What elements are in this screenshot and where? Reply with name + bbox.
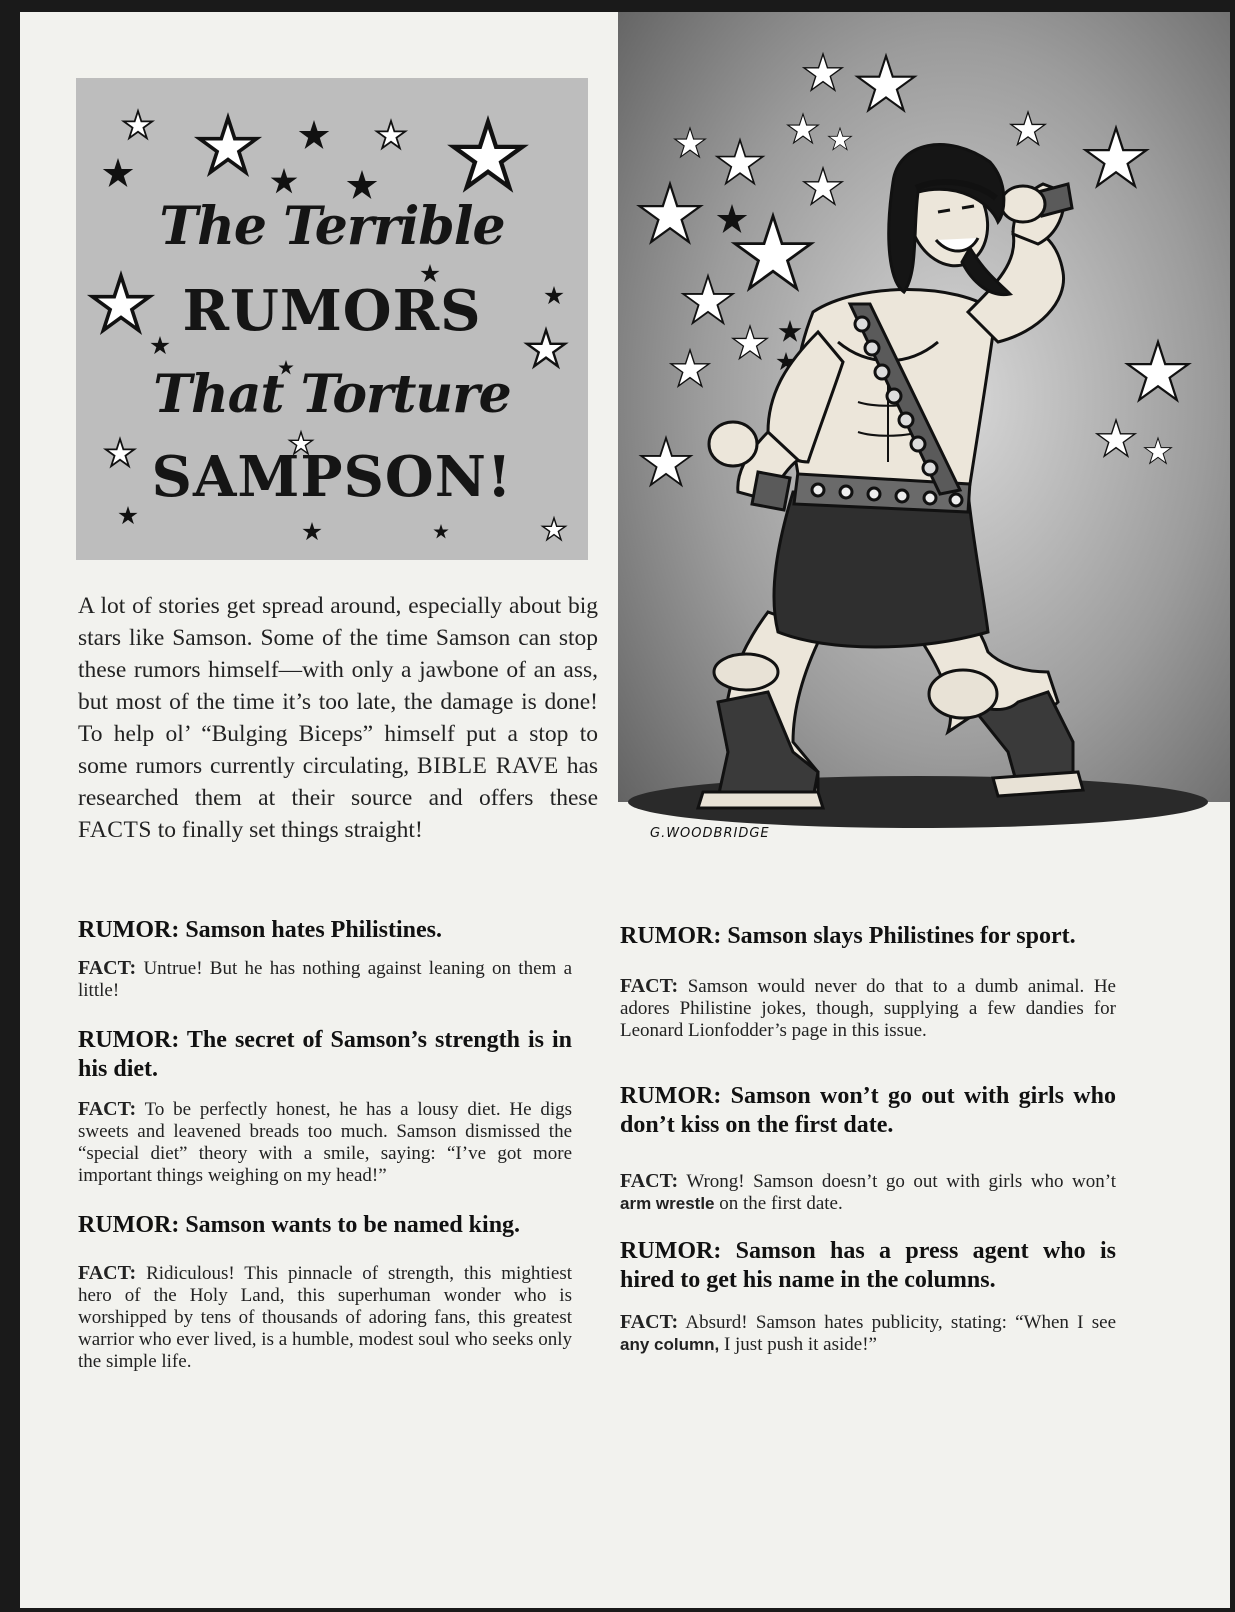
rumor-entry-2 (78, 1026, 572, 1187)
title-box (76, 78, 588, 560)
rumor-heading (620, 1237, 1116, 1295)
fact-paragraph (620, 1311, 1116, 1356)
rumor-text: Samson wants to be named king. (185, 1212, 521, 1238)
fact-label: FACT: (78, 1262, 137, 1284)
rumor-entry-5 (620, 1082, 1116, 1215)
rumor-label: RUMOR: (78, 1027, 180, 1053)
rumor-label: RUMOR: (620, 923, 722, 949)
left-column (78, 916, 572, 1373)
intro-text-3: to finally set things straight! (157, 817, 423, 843)
title-line-3: That Torture (153, 364, 511, 425)
right-column (620, 922, 1116, 1356)
fact-paragraph (78, 1098, 572, 1187)
fact-paragraph (78, 1262, 572, 1373)
fact-text: on the first date. (719, 1193, 843, 1214)
rumor-heading (78, 1026, 572, 1084)
fact-paragraph (620, 1170, 1116, 1215)
fact-label: FACT: (620, 1311, 679, 1333)
samson-illustration (618, 12, 1230, 872)
rumor-heading (620, 1082, 1116, 1140)
facts-word: FACTS (78, 817, 152, 843)
fact-text: Ridiculous! This pinnacle of strength, this mightiest hero of the Holy Land, this superhuman wonder who is worshipped by tens of thousands of adoring fans, this greatest warrior who ever lived, is a humble, modest soul who seeks only the simple life. (78, 1263, 572, 1372)
rumor-entry-3 (78, 1211, 572, 1373)
intro-text-2: has researched them at their source and offers these (78, 753, 599, 811)
rumor-entry-4 (620, 922, 1116, 1042)
rumor-text: Samson slays Philistines for sport. (727, 923, 1076, 949)
fact-emphasis: any column, (620, 1335, 720, 1354)
fact-label: FACT: (78, 1098, 137, 1120)
fact-text: Samson would never do that to a dumb animal. He adores Philistine jokes, though, supplying a few dandies for Leonard Lionfodder’s page in this issue. (620, 976, 1116, 1041)
rumor-text: Samson hates Philistines. (185, 917, 443, 943)
fact-paragraph (620, 975, 1116, 1042)
fact-label: FACT: (620, 975, 679, 997)
fact-text: Wrong! Samson doesn’t go out with girls who won’t (686, 1171, 1116, 1192)
fact-emphasis: arm wrestle (620, 1194, 715, 1213)
fact-label: FACT: (620, 1170, 679, 1192)
rumor-label: RUMOR: (620, 1238, 722, 1264)
publication-name: BIBLE RAVE (417, 753, 559, 779)
rumor-text: The secret of Samson’s strength is in his diet. (78, 1027, 572, 1082)
rumor-entry-6 (620, 1237, 1116, 1356)
fact-text: Absurd! Samson hates publicity, stating: “When I see (685, 1312, 1117, 1333)
rumor-entry-1 (78, 916, 572, 1002)
fact-paragraph (78, 957, 572, 1002)
fact-text: To be perfectly honest, he has a lousy diet. He digs sweets and leavened breads too much. Samson dismissed the “special diet” theory with a smile, saying: “I’ve got more important things weighing on my head!” (78, 1099, 572, 1186)
fact-text: I just push it aside!” (723, 1334, 877, 1355)
rumor-text: Samson won’t go out with girls who don’t kiss on the first date. (620, 1083, 1116, 1138)
intro-text-1: A lot of stories get spread around, especially about big stars like Samson. Some of the time Samson can stop these rumors himself—with only a jawbone of an ass, but most of the time it’s too late, the damage is done! To help ol’ “Bulging Biceps” himself put a stop to some rumors currently circulating, (78, 593, 598, 779)
rumor-text: Samson has a press agent who is hired to get his name in the columns. (620, 1238, 1116, 1293)
intro-paragraph (78, 590, 598, 846)
rumor-label: RUMOR: (78, 1212, 180, 1238)
magazine-page (20, 12, 1230, 1608)
title-line-4: SAMPSON! (151, 444, 513, 510)
title-line-1: The Terrible (159, 196, 505, 257)
rumor-heading (78, 916, 572, 945)
rumor-heading (78, 1211, 572, 1240)
fact-label: FACT: (78, 957, 137, 979)
illustration-art (618, 12, 1230, 872)
fact-text: Untrue! But he has nothing against leaning on them a little! (78, 958, 573, 1001)
rumor-label: RUMOR: (78, 917, 180, 943)
rumor-heading (620, 922, 1116, 951)
artist-signature: G.WOODBRIDGE (650, 826, 770, 841)
title-line-2: RUMORS (182, 278, 482, 344)
rumor-label: RUMOR: (620, 1083, 722, 1109)
